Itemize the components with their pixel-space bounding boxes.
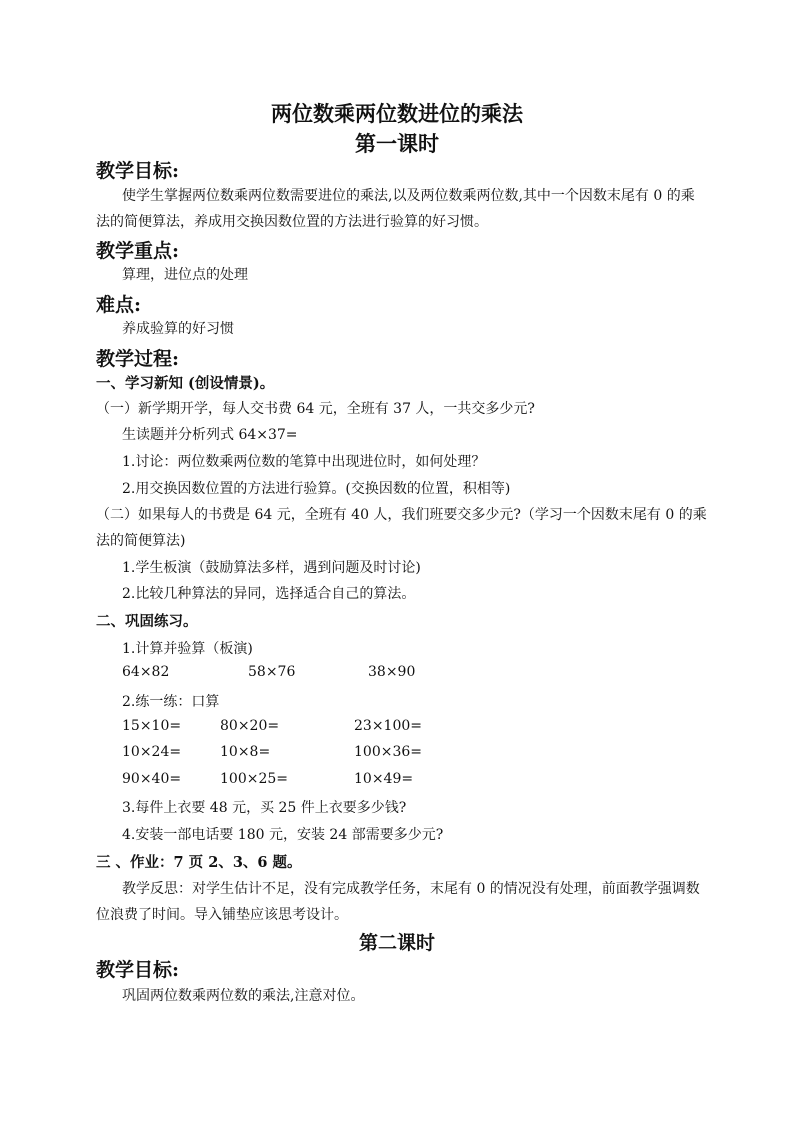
practice1-expr: 64×82	[122, 664, 170, 680]
oral-expr: 100×25=	[220, 771, 288, 787]
lesson1-goal-line2: 法的简便算法，养成用交换因数位置的方法进行验算的好习惯。	[96, 214, 488, 230]
section2-title: 二、巩固练习。	[96, 613, 198, 630]
section3-title: 三 、作业：7 页 2、3、6 题。	[96, 854, 302, 871]
lesson2-heading: 第二课时	[358, 932, 435, 954]
oral-expr: 10×8=	[220, 744, 271, 760]
oral-expr: 10×49=	[354, 771, 414, 787]
part2-item-1: 1.学生板演（鼓励算法多样，遇到问题及时讨论)	[122, 560, 421, 576]
part1-item-2: 2.用交换因数位置的方法进行验算。(交换因数的位置，积相等)	[122, 481, 511, 497]
reflection-line1: 教学反思：对学生估计不足，没有完成教学任务，末尾有 0 的情况没有处理，前面教学强调数	[122, 881, 700, 897]
lesson1-goal-label: 教学目标:	[96, 160, 180, 182]
lesson1-key-text: 算理，进位点的处理	[122, 267, 248, 283]
reflection-line2: 位浪费了时间。导入铺垫应该思考设计。	[96, 907, 348, 923]
part2-item-2: 2.比较几种算法的异同，选择适合自己的算法。	[122, 586, 416, 602]
part1-question: （一）新学期开学，每人交书费 64 元，全班有 37 人，一共交多少元?	[96, 401, 535, 417]
practice3: 3.每件上衣要 48 元，买 25 件上衣要多少钱?	[122, 800, 407, 816]
lesson2-goal-label: 教学目标:	[96, 959, 180, 981]
lesson1-process-label: 教学过程:	[96, 348, 180, 370]
practice1-label: 1.计算并验算（板演)	[122, 641, 253, 657]
lesson1-heading: 第一课时	[355, 131, 439, 156]
lesson1-goal-line1: 使学生掌握两位数乘两位数需要进位的乘法,以及两位数乘两位数,其中一个因数末尾有 0 的乘	[122, 188, 695, 204]
oral-expr: 80×20=	[220, 718, 280, 734]
part2-question-line1: （二）如果每人的书费是 64 元，全班有 40 人，我们班要交多少元?（学习一个因数末尾有 0 的乘	[96, 507, 707, 523]
oral-expr: 10×24=	[122, 744, 182, 760]
practice1-expr: 38×90	[368, 664, 416, 680]
lesson1-key-label: 教学重点:	[96, 240, 180, 262]
section1-title: 一、学习新知 (创设情景)。	[96, 375, 275, 392]
oral-expr: 90×40=	[122, 771, 182, 787]
lesson1-difficulty-label: 难点:	[96, 294, 142, 316]
practice1-expr: 58×76	[248, 664, 296, 680]
document-title: 两位数乘两位数进位的乘法	[271, 101, 523, 126]
oral-expr: 23×100=	[354, 718, 422, 734]
oral-expr: 15×10=	[122, 718, 182, 734]
oral-expr: 100×36=	[354, 744, 422, 760]
lesson2-goal-text: 巩固两位数乘两位数的乘法,注意对位。	[122, 988, 365, 1004]
part2-question-line2: 法的简便算法)	[96, 533, 186, 549]
lesson1-difficulty-text: 养成验算的好习惯	[122, 321, 234, 337]
part1-item-1: 1.讨论：两位数乘两位数的笔算中出现进位时，如何处理？	[122, 454, 486, 470]
practice4: 4.安装一部电话要 180 元，安装 24 部需要多少元?	[122, 827, 444, 843]
practice2-label: 2.练一练：口算	[122, 694, 220, 710]
part1-analysis: 生读题并分析列式 64×37=	[122, 427, 298, 443]
